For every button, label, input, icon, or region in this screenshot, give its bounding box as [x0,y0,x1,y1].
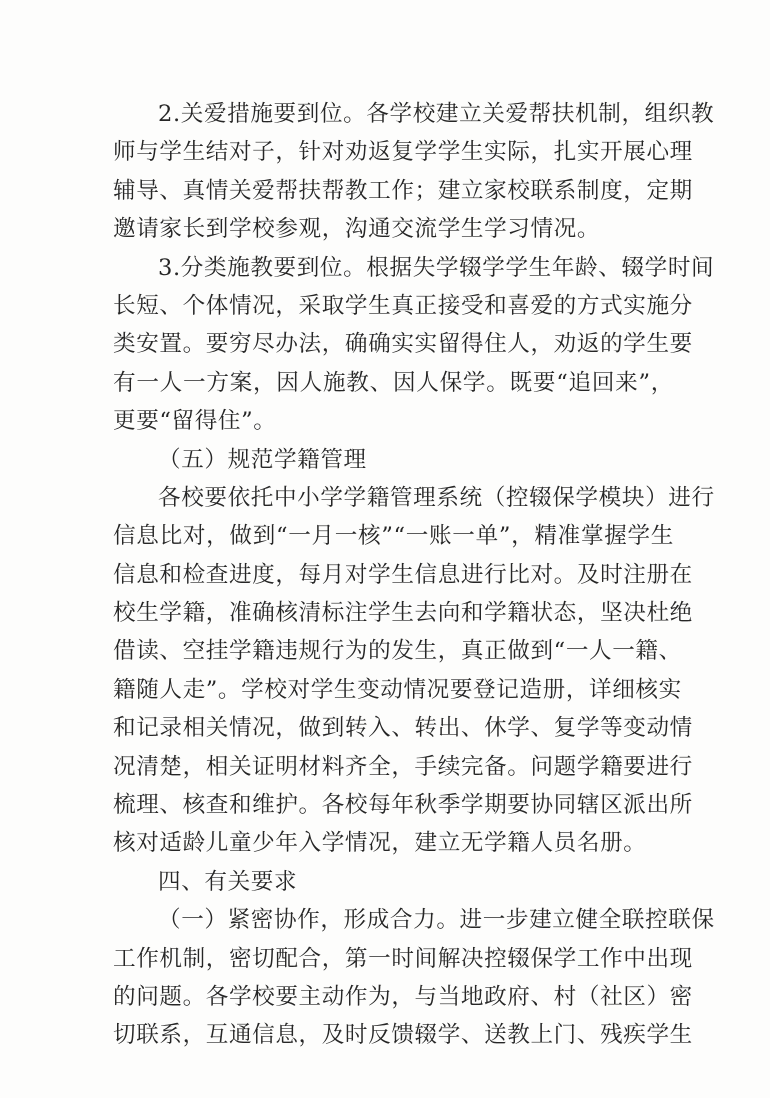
text-line: 况清楚，相关证明材料齐全，手续完备。问题学籍要进行 [113,753,693,780]
text-line: 借读、空挂学籍违规行为的发生，真正做到“一人一籍、 [113,638,682,665]
text-line: 的问题。各学校要主动作为，与当地政府、村（社区）密 [113,983,693,1010]
text-line: 更要“留得住”。 [113,408,277,435]
text-line: 四、有关要求 [158,868,298,895]
text-line: （一）紧密协作，形成合力。进一步建立健全联控联保 [158,907,715,934]
text-line: 3.分类施教要到位。根据失学辍学学生年龄、辍学时间 [158,254,715,281]
text-line: 邀请家长到学校参观，沟通交流学生学习情况。 [113,216,601,243]
text-line: 2.关爱措施要到位。各学校建立关爱帮扶机制，组织教 [158,101,715,127]
text-line: 各校要依托中小学学籍管理系统（控辍保学模块）进行 [158,484,715,511]
text-line: 有一人一方案，因人施教、因人保学。既要“追回来”， [113,369,674,396]
text-line: 辅导、真情关爱帮扶帮教工作；建立家校联系制度，定期 [113,177,693,204]
text-line: 切联系，互通信息，及时反馈辍学、送教上门、残疾学生 [113,1022,693,1049]
body-text [113,95,715,1055]
text-line: 核对适龄儿童少年入学情况，建立无学籍人员名册。 [113,830,647,857]
text-line: 师与学生结对子，针对劝返复学学生实际，扎实开展心理 [113,139,693,166]
text-line: （五）规范学籍管理 [158,446,367,473]
text-line: 类安置。要穷尽办法，确确实实留得住人，劝返的学生要 [113,331,693,358]
text-line: 工作机制，密切配合，第一时间解决控辍保学工作中出现 [113,945,693,972]
text-line: 校生学籍，准确核清标注学生去向和学籍状态，坚决杜绝 [113,600,693,627]
text-line: 信息和检查进度，每月对学生信息进行比对。及时注册在 [113,561,693,588]
text-line: 信息比对，做到“一月一核”“一账一单”，精准掌握学生 [113,523,674,550]
text-line: 长短、个体情况，采取学生真正接受和喜爱的方式实施分 [113,292,693,319]
text-line: 籍随人走”。学校对学生变动情况要登记造册，详细核实 [113,676,682,703]
text-line: 梳理、核查和维护。各校每年秋季学期要协同辖区派出所 [113,792,693,819]
text-line: 和记录相关情况，做到转入、转出、休学、复学等变动情 [113,715,693,742]
